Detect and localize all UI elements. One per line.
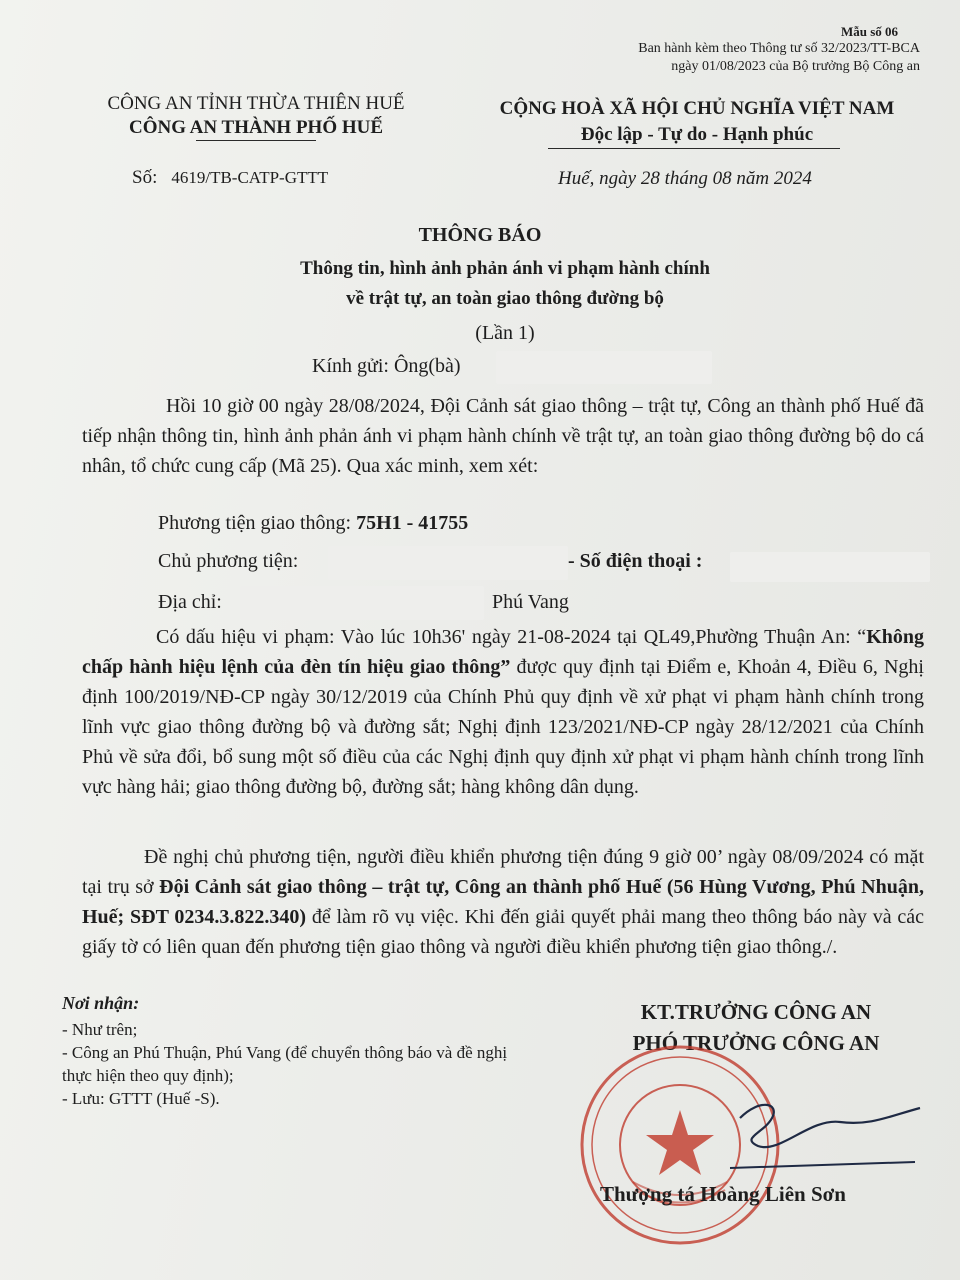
address-row (158, 591, 222, 614)
document-title: THÔNG BÁO (418, 224, 542, 246)
form-issued-line1: Ban hành kèm theo Thông tư số 32/2023/TT-BCA (638, 41, 920, 56)
signature-title-1: KT.TRƯỞNG CÔNG AN (640, 1000, 872, 1024)
violation-name: Không chấp hành hiệu lệnh của đèn tín hiệu giao thông” (82, 626, 924, 678)
redacted-owner-name (328, 546, 568, 580)
license-plate: 75H1 - 41755 (356, 512, 469, 534)
signer-name: Thượng tá Hoàng Liên Sơn (600, 1182, 846, 1206)
form-number: Mẫu số 06 (840, 24, 898, 39)
redacted-address (240, 586, 484, 620)
form-issued-line2: ngày 01/08/2023 của Bộ trưởng Bộ Công an (671, 59, 920, 74)
national-header (462, 96, 932, 148)
signature-title-2: PHÓ TRƯỞNG CÔNG AN (632, 1031, 880, 1055)
request-paragraph (82, 842, 924, 962)
request-suffix: để làm rõ vụ việc. Khi đến giải quyết phải mang theo thông báo này và các giấy tờ có liên quan đến phương tiện giao thông và người điều khiển phương tiện giao thông./. (82, 906, 925, 958)
handwritten-signature-icon (720, 1088, 950, 1178)
motto-underline (548, 148, 840, 149)
form-issued-note (638, 40, 920, 76)
request-prefix: Đề nghị chủ phương tiện, người điều khiển phương tiện đúng 9 giờ 00’ ngày 08/09/2024 có mặt tại trụ sở (82, 846, 924, 898)
intro-paragraph: Hồi 10 giờ 00 ngày 28/08/2024, Đội Cảnh sát giao thông – trật tự, Công an thành phố Huế đã tiếp nhận thông tin, hình ảnh phản ánh vi phạm hành chính về trật tự, an toàn giao thông đường bộ do cá nhân, tổ chức cung cấp (Mã 25). Qua xác minh, xem xét: (82, 395, 924, 477)
violation-prefix: Có dấu hiệu vi phạm: Vào lúc 10h36' ngày 21-08-2024 tại QL49,Phường Thuận An: “ (156, 626, 867, 648)
document-date: Huế, ngày 28 tháng 08 năm 2024 (558, 168, 812, 189)
recipient-line (312, 355, 461, 378)
recipient-label: Kính gửi: Ông(bà) (312, 355, 461, 377)
address-label: Địa chỉ: (158, 591, 222, 613)
national-title: CỘNG HOÀ XÃ HỘI CHỦ NGHĨA VIỆT NAM (499, 98, 895, 119)
national-motto: Độc lập - Tự do - Hạnh phúc (580, 124, 814, 145)
recipient-item: - Công an Phú Thuận, Phú Vang (để chuyển thông báo và đề nghị thực hiện theo quy định); (62, 1043, 508, 1085)
address-tail: Phú Vang (492, 591, 569, 613)
document-subtitle-1: Thông tin, hình ảnh phản ánh vi phạm hành chính (300, 258, 710, 279)
agency-header (72, 92, 440, 140)
vehicle-label: Phương tiện giao thông: (158, 512, 352, 534)
agency-name-text: CÔNG AN THÀNH PHỐ HUẾ (128, 117, 384, 138)
document-subtitle-2: về trật tự, an toàn giao thông đường bộ (346, 288, 664, 309)
recipient-item: - Như trên; (62, 1020, 138, 1039)
recipients-title: Nơi nhận: (62, 993, 140, 1013)
vehicle-row (158, 512, 468, 535)
request-location: Đội Cảnh sát giao thông – trật tự, Công an thành phố Huế (56 Hùng Vương, Phú Nhuận, Huế; SĐT 0234.3.822.340) (82, 876, 924, 928)
violation-suffix: được quy định tại Điểm e, Khoản 4, Điều 6, Nghị định 100/2019/NĐ-CP ngày 30/12/2019 của Chính Phủ quy định về xử phạt vi phạm hành chính trong lĩnh vực giao thông đường bộ và đường sắt; Nghị định 123/2021/NĐ-CP ngày 28/12/2021 của Chính Phủ về sửa đổi, bổ sung một số điều của các Nghị định quy định xử phạt vi phạm hành chính trong lĩnh vực hàng hải; giao thông đường bộ, đường sắt; hàng không dân dụng. (82, 656, 924, 798)
agency-underline (196, 140, 316, 141)
doc-no-label: Số: (132, 167, 158, 188)
agency-name (72, 116, 440, 140)
agency-parent: CÔNG AN TỈNH THỪA THIÊN HUẾ (107, 93, 405, 114)
phone-label: - Số điện thoại : (568, 550, 703, 572)
recipient-item: - Lưu: GTTT (Huế -S). (62, 1089, 220, 1108)
redacted-recipient-name (496, 351, 712, 384)
owner-label: Chủ phương tiện: (158, 550, 299, 572)
document-number (132, 167, 328, 189)
violation-paragraph (82, 622, 924, 802)
redacted-phone (730, 552, 930, 582)
doc-no-value: 4619/TB-CATP-GTTT (171, 168, 329, 187)
owner-row (158, 550, 298, 573)
notice-count: (Lần 1) (475, 322, 535, 344)
recipients-list (62, 1018, 522, 1110)
